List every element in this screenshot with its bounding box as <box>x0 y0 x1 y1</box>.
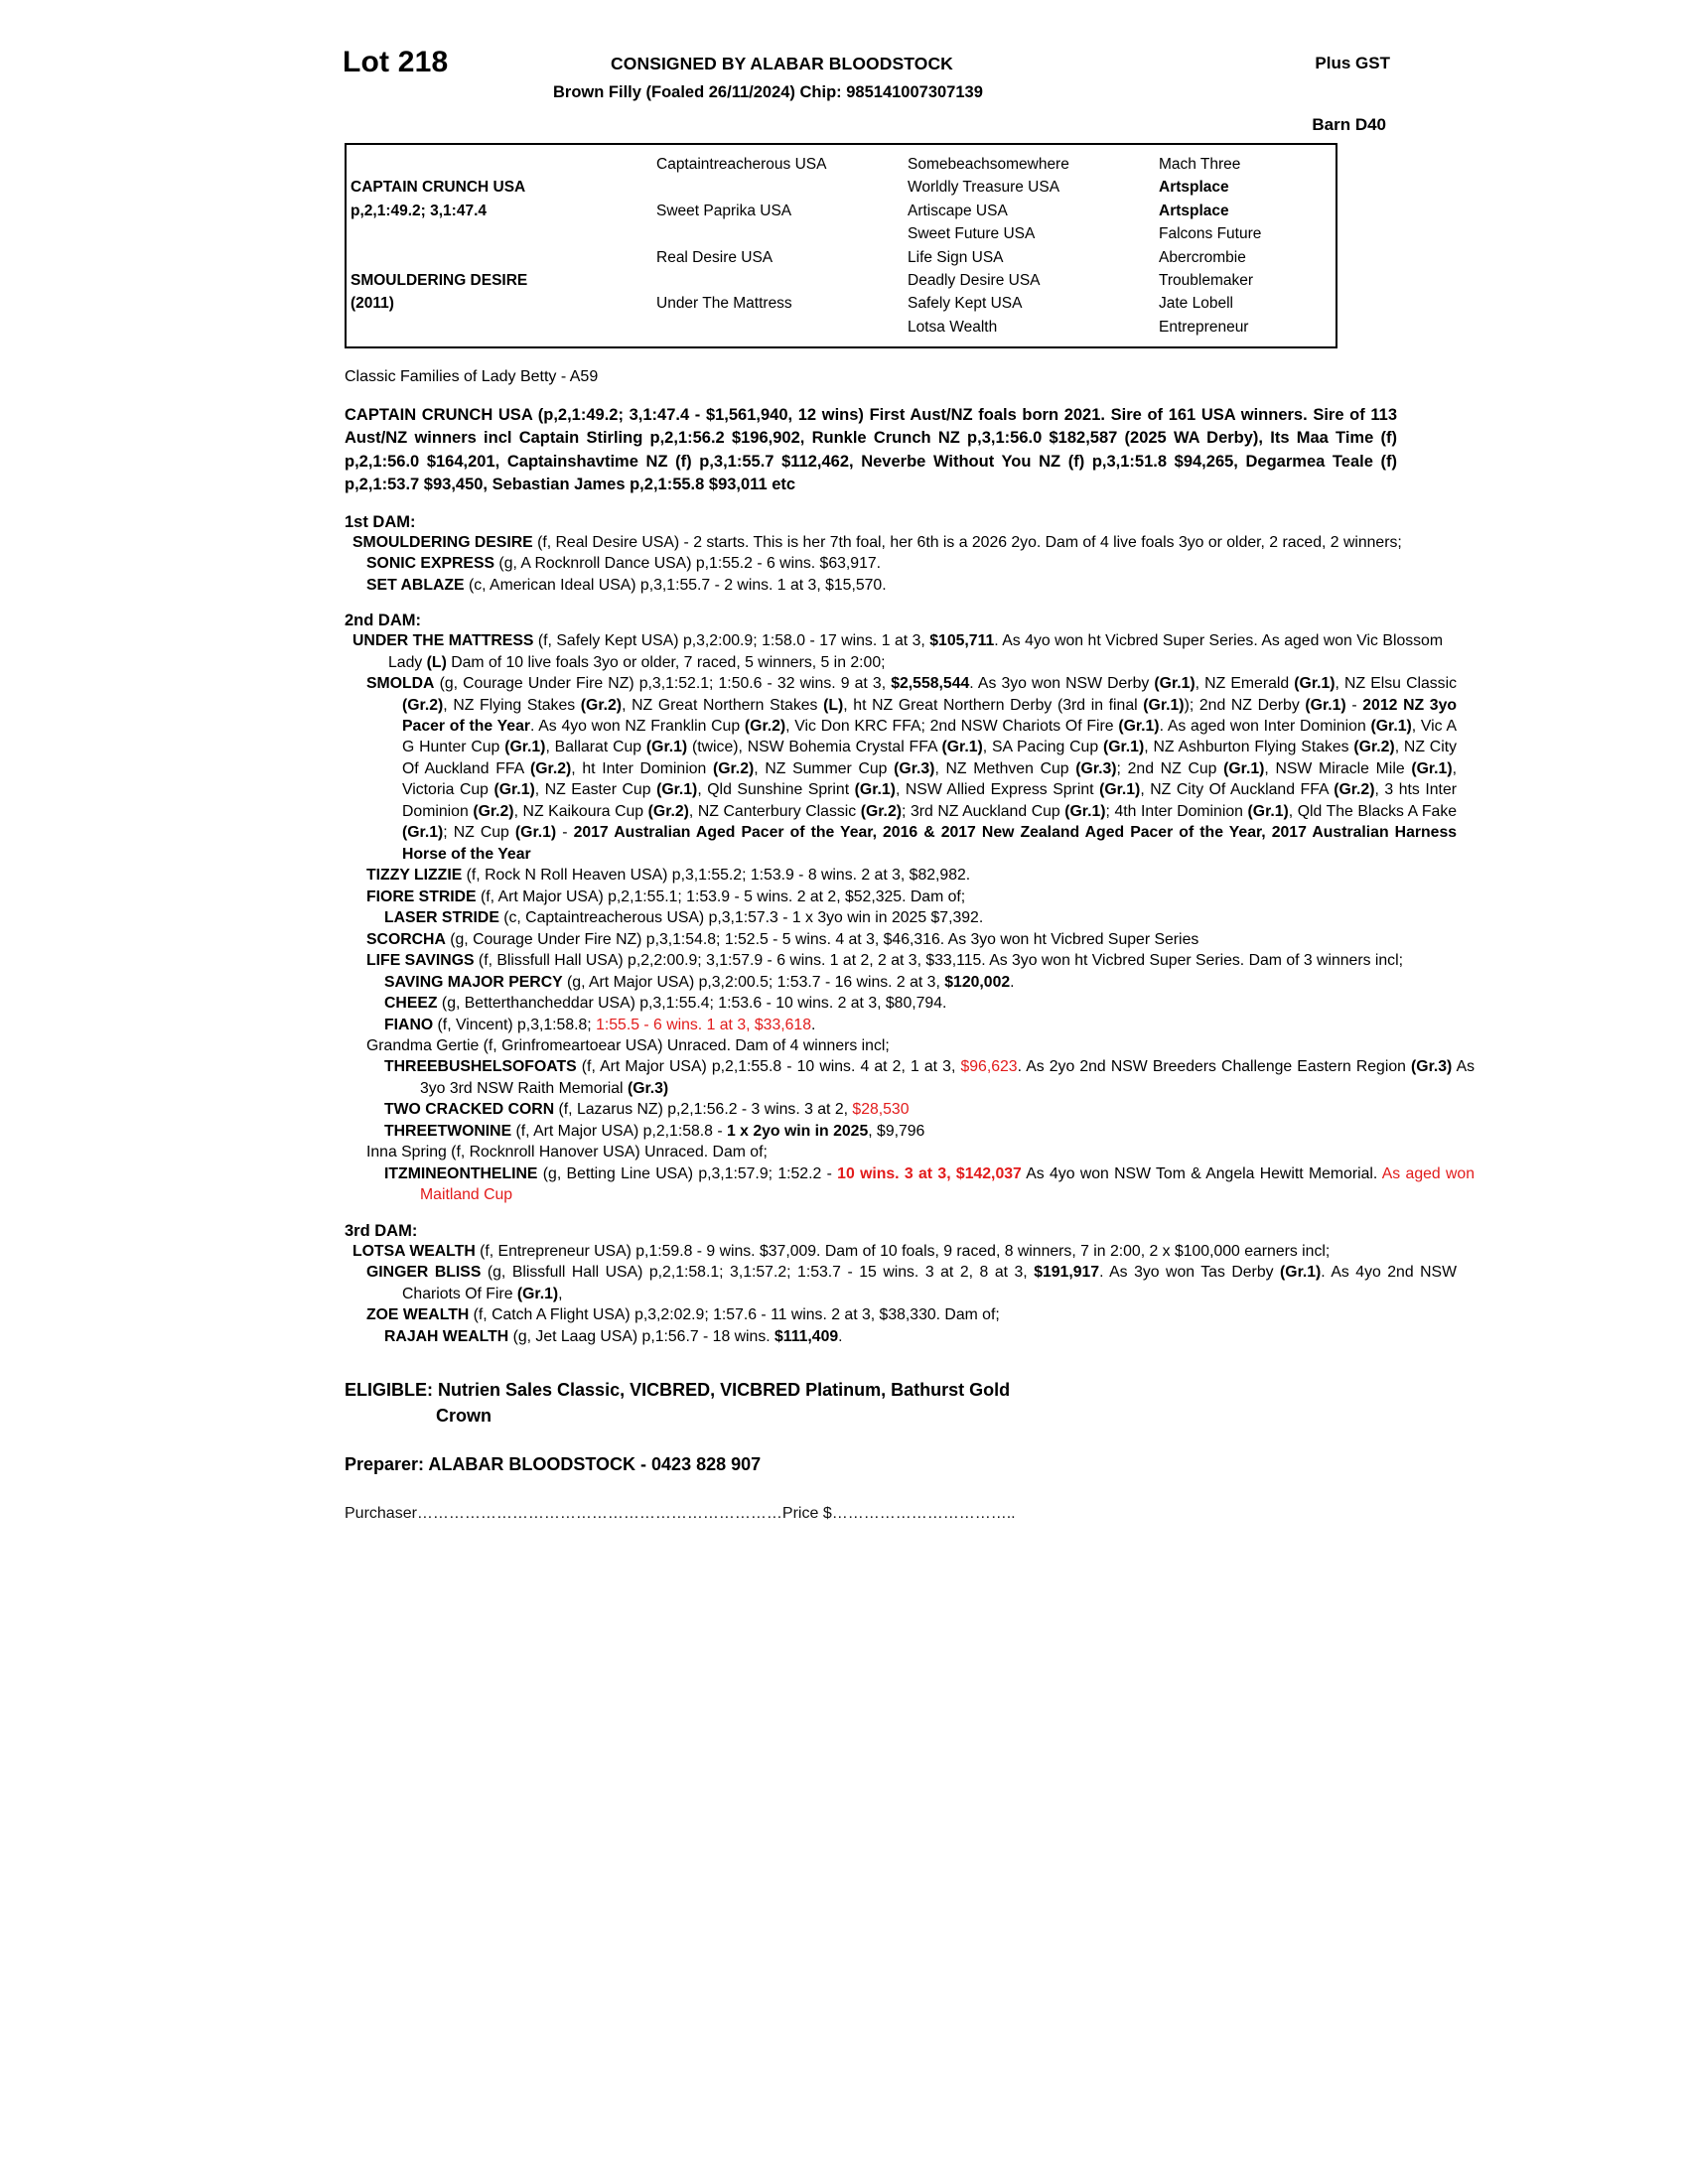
entry-text-fragment: (Gr.1) <box>1305 696 1346 714</box>
pedigree-sections <box>343 512 1475 1347</box>
pedigree-entry <box>384 972 1475 993</box>
pedigree-cell-gen3: Sweet Future USA <box>908 225 1036 243</box>
pedigree-row <box>347 246 1371 269</box>
entry-text-fragment: THREEBUSHELSOFOATS <box>384 1058 577 1076</box>
entry-text-fragment: (Gr.1) <box>1102 739 1145 756</box>
pedigree-cell-gen4: Mach Three <box>1159 156 1241 173</box>
entry-text-fragment: , NZ Easter Cup <box>534 781 657 799</box>
pedigree-entry <box>384 1163 1475 1206</box>
entry-text-fragment: , NZ Canterbury Classic <box>688 802 861 820</box>
pedigree-cell-gen1: (2011) <box>351 295 394 313</box>
entry-text-fragment: (f, Safely Kept USA) p,3,2:00.9; 1:58.0 - 17 wins. 1 at 3, <box>533 632 930 650</box>
entry-text-fragment: (Gr.2) <box>647 802 689 820</box>
entry-text-fragment: (L) <box>426 653 447 671</box>
entry-text-fragment: SET ABLAZE <box>366 576 465 594</box>
pedigree-cell-gen2 <box>652 176 904 199</box>
entry-text-fragment: Grandma Gertie (f, Grinfromeartoear USA) Unraced. Dam of 4 winners incl; <box>366 1037 890 1054</box>
pedigree-entry <box>366 865 1457 886</box>
entry-text-fragment: ; 3rd NZ Auckland Cup <box>902 802 1065 820</box>
purchaser-line: Purchaser……………………………………………………………Price $…………………………….. <box>345 1505 1016 1523</box>
entry-text-fragment: (Gr.1) <box>1411 759 1453 777</box>
classic-families: Classic Families of Lady Betty - A59 <box>345 368 599 385</box>
preparer-line: Preparer: ALABAR BLOODSTOCK - 0423 828 907 <box>345 1454 762 1475</box>
entry-text-fragment: (Gr.1) <box>1099 781 1141 799</box>
entry-text-fragment: , Vic A G Hunter Cup <box>402 717 1457 756</box>
entry-text-fragment: (Gr.1) <box>516 1285 559 1302</box>
pedigree-row <box>347 316 1371 339</box>
entry-text-fragment: (Gr.1) <box>1247 802 1289 820</box>
entry-text-fragment: TWO CRACKED CORN <box>384 1101 555 1119</box>
pedigree-cell-gen1: CAPTAIN CRUNCH USA <box>351 179 526 197</box>
pedigree-row <box>347 153 1371 176</box>
entry-text-fragment: (f, Art Major USA) p,2,1:58.8 - <box>511 1122 727 1140</box>
entry-text-fragment: As aged won Maitland Cup <box>420 1164 1475 1204</box>
pedigree-cell-gen3: Deadly Desire USA <box>908 271 1041 289</box>
entry-text-fragment: As 3yo 3rd NSW Raith Memorial <box>420 1058 1475 1097</box>
pedigree-entry <box>366 1304 1457 1325</box>
entry-text-fragment: , NZ City Of Auckland FFA <box>1140 781 1335 799</box>
entry-text-fragment: (g, A Rocknroll Dance USA) p,1:55.2 - 6 wins. $63,917. <box>494 555 882 573</box>
pedigree-cell-gen3: Worldly Treasure USA <box>908 179 1060 197</box>
consignor-line: CONSIGNED BY ALABAR BLOODSTOCK <box>611 54 953 73</box>
entry-text-fragment: (Gr.1) <box>1154 675 1196 693</box>
entry-text-fragment: . As 4yo 2nd NSW Chariots Of Fire <box>402 1264 1457 1302</box>
entry-text-fragment: (Gr.1) <box>941 739 983 756</box>
entry-text-fragment: ); 2nd NZ Derby <box>1184 696 1306 714</box>
entry-text-fragment: (Gr.1) <box>645 739 688 756</box>
pedigree-cell-gen1 <box>347 153 652 176</box>
entry-text-fragment: THREETWONINE <box>384 1122 512 1140</box>
entry-text-fragment: (g, Jet Laag USA) p,1:56.7 - 18 wins. <box>508 1327 775 1345</box>
pedigree-entry <box>352 630 1443 673</box>
eligible-line <box>345 1377 1337 1429</box>
entry-text-fragment: , Qld Sunshine Sprint <box>697 781 855 799</box>
entry-text-fragment: SONIC EXPRESS <box>366 555 495 573</box>
entry-text-fragment: (Gr.1) <box>1143 696 1185 714</box>
entry-text-fragment: $105,711 <box>929 632 995 650</box>
entry-text-fragment: (Gr.1) <box>504 739 546 756</box>
entry-text-fragment: (Gr.3) <box>1411 1058 1453 1076</box>
entry-text-fragment: , Vic Don KRC FFA; 2nd NSW Chariots Of Fire <box>785 717 1119 735</box>
entry-text-fragment: (twice), NSW Bohemia Crystal FFA <box>687 739 942 756</box>
pedigree-cell-gen3: Somebeachsomewhere <box>908 156 1069 173</box>
pedigree-entry <box>366 1035 1457 1056</box>
entry-text-fragment: SMOLDA <box>366 675 435 693</box>
entry-text-fragment: (Gr.1) <box>402 824 444 842</box>
entry-text-fragment: - <box>556 824 574 842</box>
lot-number: Lot 218 <box>343 46 449 78</box>
pedigree-row <box>347 222 1371 245</box>
entry-text-fragment: (Gr.2) <box>580 696 623 714</box>
entry-text-fragment: . <box>838 1327 843 1345</box>
pedigree-entry <box>366 1142 1457 1162</box>
pedigree-entry <box>352 532 1443 553</box>
pedigree-row <box>347 269 1371 292</box>
entry-text-fragment: (Gr.3) <box>894 759 935 777</box>
pedigree-entry <box>366 553 1457 574</box>
entry-text-fragment: CHEEZ <box>384 995 438 1013</box>
pedigree-table <box>347 153 1371 339</box>
entry-text-fragment: , NZ Ashburton Flying Stakes <box>1144 739 1354 756</box>
entry-text-fragment: , 3 hts Inter Dominion <box>402 781 1457 820</box>
entry-text-fragment: SMOULDERING DESIRE <box>352 533 533 551</box>
entry-text-fragment: 2012 NZ 3yo Pacer of the Year <box>402 696 1458 735</box>
entry-text-fragment: (Gr.1) <box>1294 675 1336 693</box>
pedigree-cell-gen2: Under The Mattress <box>656 295 792 313</box>
dam-section-heading: 3rd DAM: <box>345 1221 418 1240</box>
entry-text-fragment: Inna Spring (f, Rocknroll Hanover USA) Unraced. Dam of; <box>366 1144 768 1161</box>
entry-text-fragment: (Gr.2) <box>473 802 514 820</box>
pedigree-cell-gen1: p,2,1:49.2; 3,1:47.4 <box>351 202 487 219</box>
entry-text-fragment: , NZ Flying Stakes <box>443 696 581 714</box>
pedigree-cell-gen2 <box>652 269 904 292</box>
entry-text-fragment: (Gr.1) <box>1223 759 1265 777</box>
pedigree-row <box>347 176 1371 199</box>
entry-text-fragment: (f, Rock N Roll Heaven USA) p,3,1:55.2; 1:53.9 - 8 wins. 2 at 3, $82,982. <box>462 867 971 885</box>
entry-text-fragment: (Gr.2) <box>530 759 572 777</box>
pedigree-entry <box>384 1121 1475 1142</box>
entry-text-fragment: (Gr.1) <box>493 781 535 799</box>
pedigree-entry <box>366 673 1457 865</box>
pedigree-entry <box>384 993 1475 1014</box>
pedigree-cell-gen1: SMOULDERING DESIRE <box>351 271 528 289</box>
entry-text-fragment: $120,002 <box>944 973 1011 991</box>
entry-text-fragment: (Gr.2) <box>1353 739 1395 756</box>
entry-text-fragment: (g, Blissfull Hall USA) p,2,1:58.1; 3,1:57.2; 1:53.7 - 15 wins. 3 at 2, 8 at 3, <box>481 1264 1035 1282</box>
entry-text-fragment: (L) <box>823 696 844 714</box>
pedigree-cell-gen3: Life Sign USA <box>908 248 1004 266</box>
eligible-text: ELIGIBLE: Nutrien Sales Classic, VICBRED, VICBRED Platinum, Bathurst Gold <box>345 1380 1011 1401</box>
entry-text-fragment: , NZ Elsu Classic <box>1335 675 1457 693</box>
entry-text-fragment: , SA Pacing Cup <box>982 739 1103 756</box>
entry-text-fragment: (c, Captaintreacherous USA) p,3,1:57.3 - 1 x 3yo win in 2025 $7,392. <box>498 909 984 927</box>
entry-text-fragment: UNDER THE MATTRESS <box>352 632 534 650</box>
entry-text-fragment: (g, Courage Under Fire NZ) p,3,1:54.8; 1:52.5 - 5 wins. 4 at 3, $46,316. As 3yo won ht Vicbred Super Series <box>445 930 1199 948</box>
entry-text-fragment: , NZ Summer Cup <box>754 759 895 777</box>
entry-text-fragment: (Gr.2) <box>402 696 444 714</box>
entry-text-fragment: (f, Lazarus NZ) p,2,1:56.2 - 3 wins. 3 at 2, <box>554 1101 853 1119</box>
entry-text-fragment: - <box>1345 696 1363 714</box>
entry-text-fragment: (Gr.3) <box>627 1079 669 1097</box>
dam-section-heading: 2nd DAM: <box>345 612 421 630</box>
entry-text-fragment: (f, Real Desire USA) - 2 starts. This is her 7th foal, her 6th is a 2026 2yo. Dam of 4 live foals 3yo or older, 2 raced, 2 winners; <box>532 533 1402 551</box>
entry-text-fragment: FIORE STRIDE <box>366 887 477 905</box>
entry-text-fragment: 10 wins. 3 at 3, $142,037 <box>837 1164 1022 1182</box>
barn-label: Barn D40 <box>1312 115 1386 134</box>
entry-text-fragment: , ht NZ Great Northern Derby (3rd in final <box>843 696 1144 714</box>
entry-text-fragment: (Gr.1) <box>656 781 698 799</box>
entry-text-fragment: ; 4th Inter Dominion <box>1105 802 1248 820</box>
entry-text-fragment: $28,530 <box>852 1101 910 1119</box>
entry-text-fragment: ITZMINEONTHELINE <box>384 1164 538 1182</box>
entry-text-fragment: , Ballarat Cup <box>545 739 646 756</box>
entry-text-fragment: ; 2nd NZ Cup <box>1116 759 1224 777</box>
entry-text-fragment: $2,558,544 <box>891 675 970 693</box>
entry-text-fragment: (g, Art Major USA) p,3,2:00.5; 1:53.7 - 16 wins. 2 at 3, <box>562 973 945 991</box>
entry-text-fragment: , $9,796 <box>868 1122 925 1140</box>
entry-text-fragment: . As aged won Inter Dominion <box>1159 717 1371 735</box>
horse-description: Brown Filly (Foaled 26/11/2024) Chip: 985141007307139 <box>553 83 983 101</box>
entry-text-fragment: LASER STRIDE <box>384 909 499 927</box>
entry-text-fragment: $96,623 <box>960 1058 1018 1076</box>
entry-text-fragment: (Gr.1) <box>1118 717 1160 735</box>
entry-text-fragment: LIFE SAVINGS <box>366 952 475 970</box>
pedigree-cell-gen1 <box>347 222 652 245</box>
pedigree-entry <box>384 1326 1475 1347</box>
entry-text-fragment: (f, Entrepreneur USA) p,1:59.8 - 9 wins. $37,009. Dam of 10 foals, 9 raced, 8 winners, 7 in 2:00, 2 x $100,000 earners incl; <box>475 1242 1331 1260</box>
entry-text-fragment: , Victoria Cup <box>402 759 1457 799</box>
entry-text-fragment: FIANO <box>384 1016 434 1033</box>
pedigree-entry <box>384 1056 1475 1099</box>
entry-text-fragment: TIZZY LIZZIE <box>366 867 463 885</box>
pedigree-cell-gen4: Troublemaker <box>1159 271 1254 289</box>
entry-text-fragment: GINGER BLISS <box>366 1264 482 1282</box>
entry-text-fragment: As 4yo won NSW Tom & Angela Hewitt Memorial. <box>1021 1164 1382 1182</box>
entry-text-fragment: , NZ Methven Cup <box>934 759 1076 777</box>
pedigree-cell-gen4: Abercrombie <box>1159 248 1246 266</box>
entry-text-fragment: , Qld The Blacks A Fake <box>1288 802 1458 820</box>
pedigree-entry <box>352 1241 1443 1262</box>
pedigree-cell-gen4: Artsplace <box>1159 202 1229 219</box>
entry-text-fragment: (f, Blissfull Hall USA) p,2,2:00.9; 3,1:57.9 - 6 wins. 1 at 2, 2 at 3, $33,115. As 3yo won ht Vicbred Super Series. Dam of 3 winners incl; <box>474 952 1403 970</box>
sire-paragraph: CAPTAIN CRUNCH USA (p,2,1:49.2; 3,1:47.4 - $1,561,940, 12 wins) First Aust/NZ foals born 2021. Sire of 161 USA winners. Sire of 113 Aust/NZ winners incl Captain Stirling p,2,1:56.2 $196,902, Runkle Crunch NZ p,3,1:56.0 $182,587 (2025 WA Derby), Its Maa Time (f) p,2,1:56.0 $164,201, Captainshavtime NZ (f) p,3,1:55.7 $112,462, Neverbe Without You NZ (f) p,3,1:51.8 $94,265, Degarmea Teale (f) p,2,1:53.7 $93,450, Sebastian James p,2,1:55.8 $93,011 etc <box>345 406 1397 494</box>
entry-text-fragment: ZOE WEALTH <box>366 1306 470 1324</box>
entry-text-fragment: 2017 Australian Aged Pacer of the Year, 2016 & 2017 New Zealand Aged Pacer of the Year, 2017 Australian Harness Horse of the Year <box>402 824 1458 863</box>
entry-text-fragment: . <box>1010 973 1015 991</box>
pedigree-table-wrapper <box>345 143 1337 348</box>
entry-text-fragment: . As 2yo 2nd NSW Breeders Challenge Eastern Region <box>1017 1058 1412 1076</box>
entry-text-fragment: . As 3yo won NSW Derby <box>969 675 1155 693</box>
pedigree-cell-gen2 <box>652 222 904 245</box>
entry-text-fragment: (f, Art Major USA) p,2,1:55.1; 1:53.9 - 5 wins. 2 at 2, $52,325. Dam of; <box>476 887 966 905</box>
entry-text-fragment: (Gr.2) <box>860 802 902 820</box>
entry-text-fragment: , NZ Great Northern Stakes <box>622 696 824 714</box>
entry-text-fragment: (Gr.3) <box>1075 759 1117 777</box>
entry-text-fragment: (Gr.1) <box>1370 717 1412 735</box>
entry-text-fragment: (c, American Ideal USA) p,3,1:55.7 - 2 wins. 1 at 3, $15,570. <box>464 576 887 594</box>
pedigree-entry <box>366 575 1457 596</box>
pedigree-row <box>347 292 1371 315</box>
pedigree-cell-gen4: Falcons Future <box>1159 225 1262 243</box>
entry-text-fragment: LOTSA WEALTH <box>352 1242 476 1260</box>
eligible-text-continued: Crown <box>436 1406 492 1427</box>
pedigree-cell-gen2 <box>652 316 904 339</box>
entry-text-fragment: (Gr.1) <box>514 824 557 842</box>
entry-text-fragment: . As 4yo won NZ Franklin Cup <box>530 717 745 735</box>
entry-text-fragment: (Gr.2) <box>1334 781 1375 799</box>
pedigree-cell-gen4: Jate Lobell <box>1159 295 1233 313</box>
plus-gst-label: Plus GST <box>1315 54 1390 72</box>
pedigree-cell-gen4: Artsplace <box>1159 179 1229 197</box>
pedigree-cell-gen3: Artiscape USA <box>908 202 1008 219</box>
pedigree-row <box>347 200 1371 222</box>
entry-text-fragment: (g, Betting Line USA) p,3,1:57.9; 1:52.2 - <box>537 1164 838 1182</box>
pedigree-cell-gen2: Real Desire USA <box>656 248 774 266</box>
entry-text-fragment: , NZ Kaikoura Cup <box>513 802 648 820</box>
entry-text-fragment: SCORCHA <box>366 930 446 948</box>
pedigree-cell-gen3: Lotsa Wealth <box>908 318 998 336</box>
entry-text-fragment: (Gr.1) <box>1280 1264 1322 1282</box>
pedigree-entry <box>384 1015 1475 1035</box>
entry-text-fragment: Dam of 10 live foals 3yo or older, 7 raced, 5 winners, 5 in 2:00; <box>446 653 886 671</box>
pedigree-cell-gen2: Captaintreacherous USA <box>656 156 827 173</box>
entry-text-fragment: (g, Betterthancheddar USA) p,3,1:55.4; 1:53.6 - 10 wins. 2 at 3, $80,794. <box>437 995 947 1013</box>
entry-text-fragment: , <box>558 1285 563 1302</box>
entry-text-fragment: . <box>811 1016 816 1033</box>
entry-text-fragment: , NZ City Of Auckland FFA <box>402 739 1458 777</box>
entry-text-fragment: , NZ Emerald <box>1195 675 1295 693</box>
entry-text-fragment: 1 x 2yo win in 2025 <box>727 1122 869 1140</box>
entry-text-fragment: , NSW Allied Express Sprint <box>895 781 1100 799</box>
pedigree-entry <box>366 887 1457 907</box>
pedigree-entry <box>384 1099 1475 1120</box>
entry-text-fragment: , ht Inter Dominion <box>571 759 713 777</box>
page-header <box>343 40 1390 135</box>
entry-text-fragment: (Gr.1) <box>1064 802 1106 820</box>
pedigree-entry <box>366 950 1457 971</box>
pedigree-cell-gen3: Safely Kept USA <box>908 295 1023 313</box>
entry-text-fragment: SAVING MAJOR PERCY <box>384 973 563 991</box>
pedigree-entry <box>366 929 1457 950</box>
pedigree-entry <box>384 907 1475 928</box>
entry-text-fragment: (Gr.2) <box>744 717 786 735</box>
entry-text-fragment: (g, Courage Under Fire NZ) p,3,1:52.1; 1:50.6 - 32 wins. 9 at 3, <box>434 675 892 693</box>
entry-text-fragment: , NSW Miracle Mile <box>1264 759 1412 777</box>
pedigree-cell-gen1 <box>347 246 652 269</box>
pedigree-cell-gen2: Sweet Paprika USA <box>656 202 792 219</box>
entry-text-fragment: RAJAH WEALTH <box>384 1327 509 1345</box>
dam-section-heading: 1st DAM: <box>345 512 416 531</box>
entry-text-fragment: . As 4yo won ht Vicbred Super Series. As aged won Vic Blossom Lady <box>388 632 1443 671</box>
entry-text-fragment: ; NZ Cup <box>443 824 515 842</box>
entry-text-fragment: . As 3yo won Tas Derby <box>1099 1264 1281 1282</box>
entry-text-fragment: (f, Vincent) p,3,1:58.8; <box>433 1016 597 1033</box>
pedigree-cell-gen1 <box>347 316 652 339</box>
pedigree-cell-gen4: Entrepreneur <box>1159 318 1249 336</box>
entry-text-fragment: (f, Catch A Flight USA) p,3,2:02.9; 1:57.6 - 11 wins. 2 at 3, $38,330. Dam of; <box>469 1306 1000 1324</box>
pedigree-entry <box>366 1262 1457 1304</box>
entry-text-fragment: (f, Art Major USA) p,2,1:55.8 - 10 wins. 4 at 2, 1 at 3, <box>576 1058 961 1076</box>
entry-text-fragment: $111,409 <box>774 1327 839 1345</box>
entry-text-fragment: 1:55.5 - 6 wins. 1 at 3, $33,618 <box>596 1016 811 1033</box>
entry-text-fragment: (Gr.1) <box>854 781 896 799</box>
entry-text-fragment: (Gr.2) <box>712 759 755 777</box>
entry-text-fragment: $191,917 <box>1034 1264 1100 1282</box>
